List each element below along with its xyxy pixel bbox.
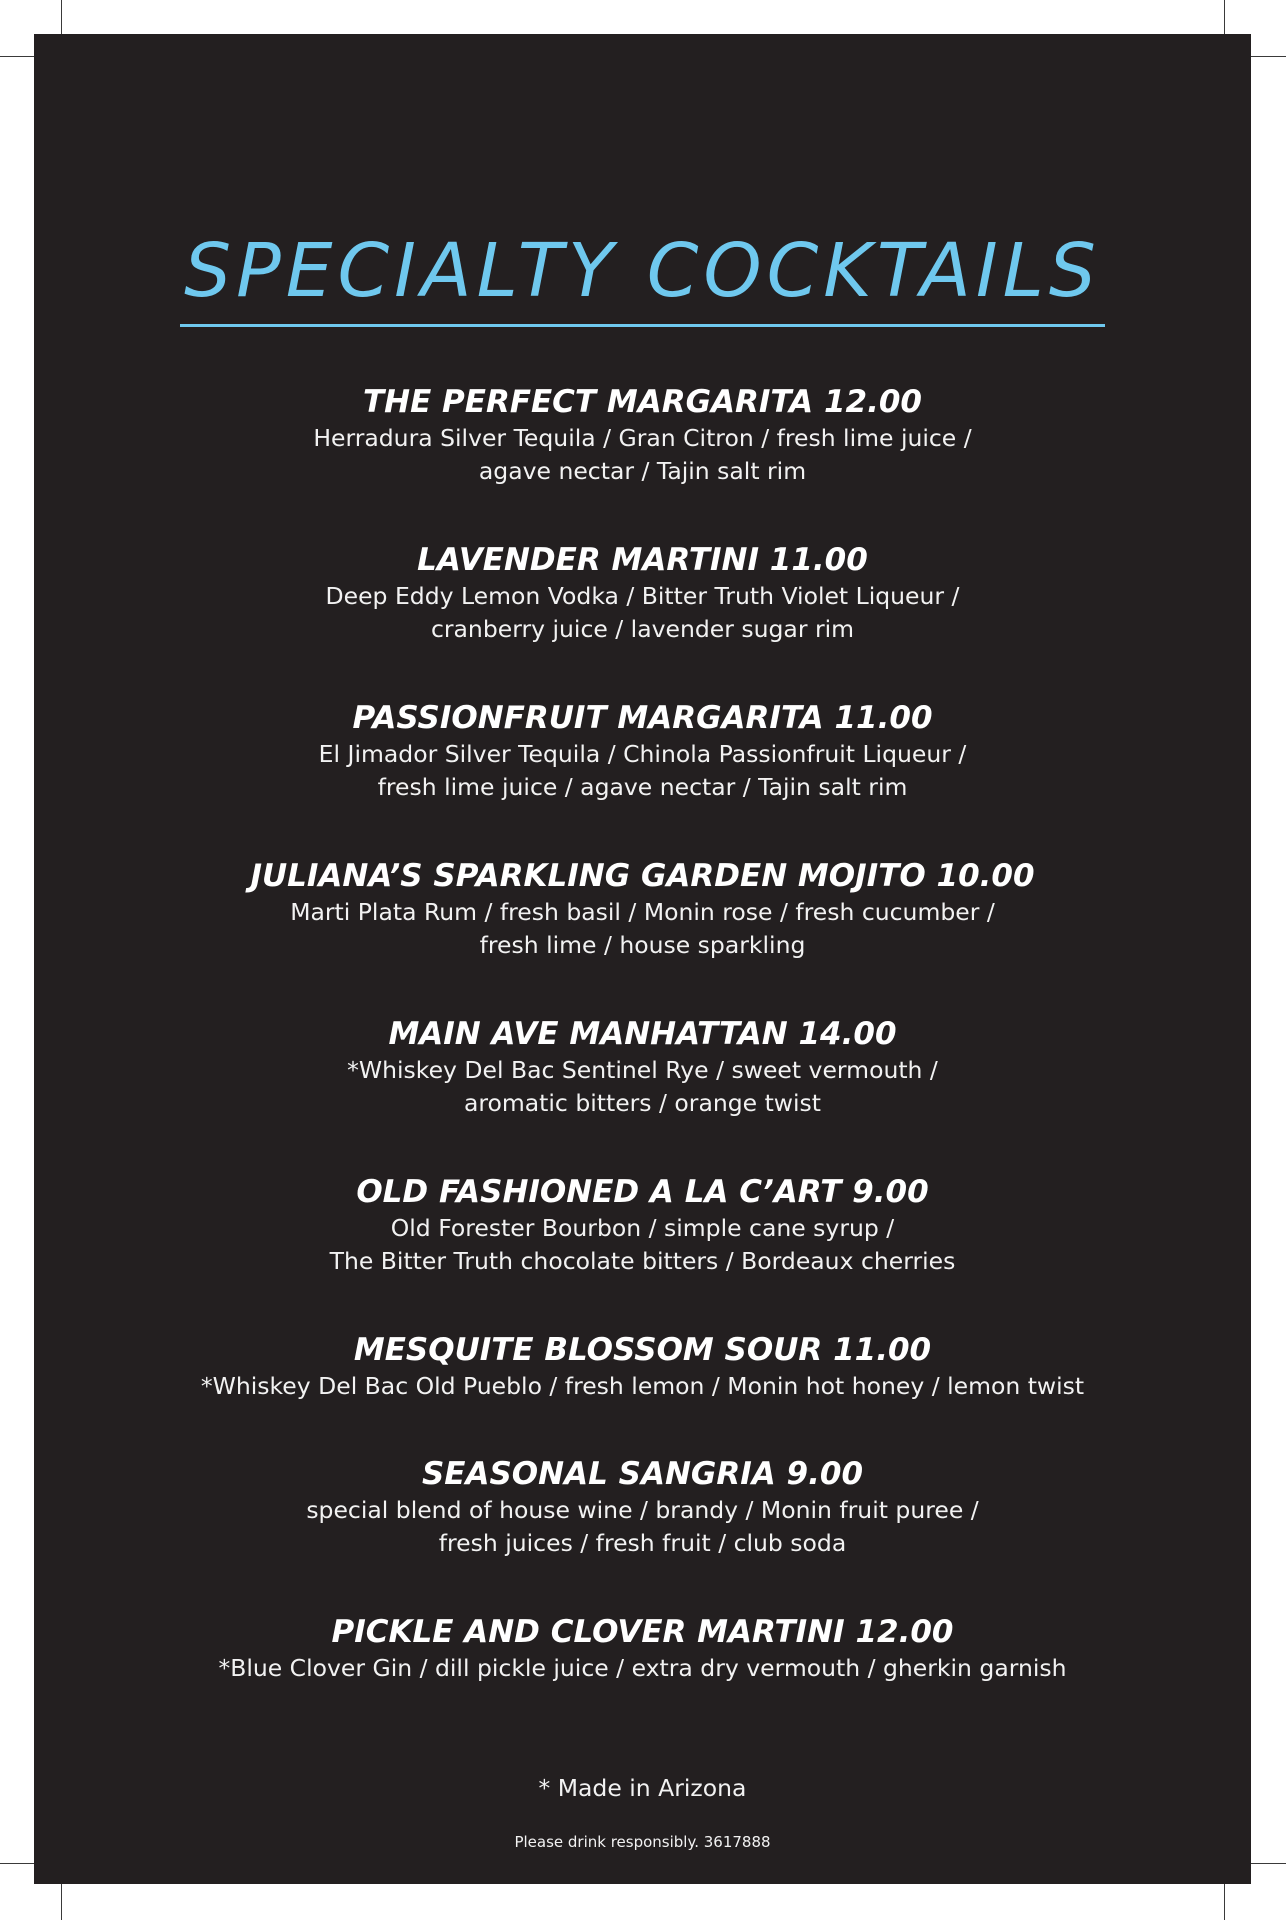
cocktail-ingredients-line: fresh lime / house sparkling (479, 931, 806, 959)
cocktail-name: JULIANA’S SPARKLING GARDEN MOJITO 10.00 (250, 858, 1035, 894)
title-wrap (34, 228, 1251, 327)
cocktail-ingredients-line: agave nectar / Tajin salt rim (478, 457, 807, 485)
cocktail-ingredients-line: Marti Plata Rum / fresh basil / Monin rose / fresh cucumber / (290, 898, 995, 926)
cocktail-ingredients-line: The Bitter Truth chocolate bitters / Bordeaux cherries (329, 1247, 956, 1275)
cocktail-list (34, 382, 1251, 1736)
cocktail-name: THE PERFECT MARGARITA 12.00 (363, 384, 922, 420)
made-in-arizona-footnote: * Made in Arizona (538, 1774, 747, 1802)
crop-mark-bottom-right (1224, 1878, 1225, 1920)
cocktail-item (34, 698, 1251, 856)
cocktail-name: MESQUITE BLOSSOM SOUR 11.00 (353, 1332, 932, 1368)
cocktail-item (34, 1454, 1251, 1612)
cocktail-name: OLD FASHIONED A LA C’ART 9.00 (356, 1174, 929, 1210)
cocktail-name: MAIN AVE MANHATTAN 14.00 (388, 1016, 897, 1052)
cocktail-ingredients-line: *Whiskey Del Bac Sentinel Rye / sweet vermouth / (347, 1056, 938, 1084)
cocktail-item (34, 540, 1251, 698)
cocktail-item (34, 382, 1251, 540)
cocktail-name: SEASONAL SANGRIA 9.00 (421, 1456, 864, 1492)
cocktail-item (34, 856, 1251, 1014)
cocktail-item (34, 1014, 1251, 1172)
cocktail-ingredients-line: aromatic bitters / orange twist (463, 1089, 822, 1117)
menu-title: SPECIALTY COCKTAILS (180, 234, 1105, 327)
cocktail-ingredients-line: fresh juices / fresh fruit / club soda (438, 1529, 847, 1557)
cocktail-ingredients-line: cranberry juice / lavender sugar rim (430, 615, 855, 643)
cocktail-item (34, 1612, 1251, 1736)
cocktail-item (34, 1172, 1251, 1330)
cocktail-name: PASSIONFRUIT MARGARITA 11.00 (352, 700, 933, 736)
menu-panel (34, 34, 1251, 1884)
cocktail-ingredients-line: special blend of house wine / brandy / Monin fruit puree / (306, 1496, 979, 1524)
cocktail-ingredients-line: fresh lime juice / agave nectar / Tajin salt rim (377, 773, 908, 801)
cocktail-ingredients-line: Deep Eddy Lemon Vodka / Bitter Truth Violet Liqueur / (325, 582, 960, 610)
cocktail-ingredients-line: *Blue Clover Gin / dill pickle juice / extra dry vermouth / gherkin garnish (218, 1654, 1067, 1682)
crop-mark-bottom-left (61, 1878, 62, 1920)
cocktail-ingredients-line: El Jimador Silver Tequila / Chinola Passionfruit Liqueur / (318, 740, 967, 768)
cocktail-name: LAVENDER MARTINI 11.00 (417, 542, 868, 578)
cocktail-ingredients-line: Herradura Silver Tequila / Gran Citron / fresh lime juice / (313, 424, 972, 452)
cocktail-ingredients-line: *Whiskey Del Bac Old Pueblo / fresh lemon / Monin hot honey / lemon twist (200, 1372, 1085, 1400)
cocktail-ingredients-line: Old Forester Bourbon / simple cane syrup / (390, 1214, 895, 1242)
drink-responsibly-disclaimer: Please drink responsibly. 3617888 (514, 1833, 771, 1851)
cocktail-item (34, 1330, 1251, 1454)
cocktail-name: PICKLE AND CLOVER MARTINI 12.00 (331, 1614, 954, 1650)
